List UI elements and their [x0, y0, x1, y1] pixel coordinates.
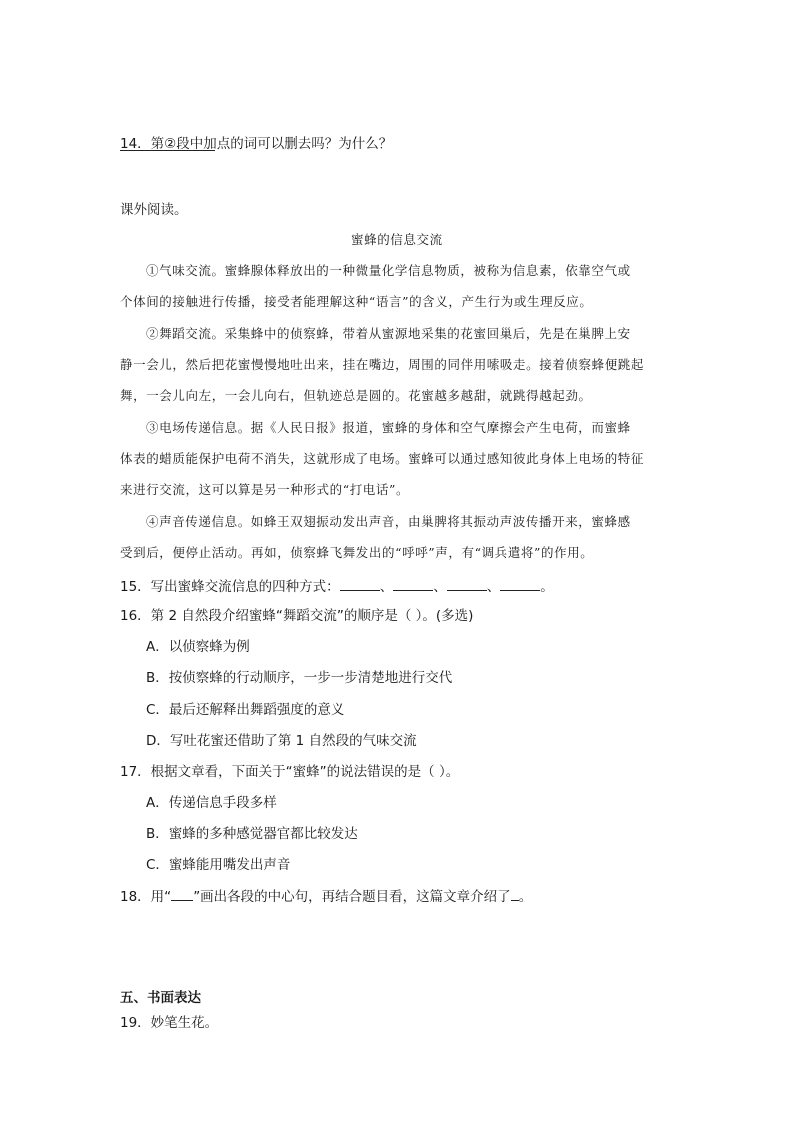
answer-line-14 [120, 150, 215, 151]
underline-marker [171, 888, 193, 901]
question-15 [120, 575, 554, 595]
question-17-option-c[interactable]: C．蜜蜂能用嘴发出声音 [146, 857, 291, 873]
question-15-text: 15．写出蜜蜂交流信息的四种方式： [120, 579, 340, 595]
question-17: 17．根据文章看，下面关于“蜜蜂”的说法错误的是（ ）。 [120, 764, 460, 780]
section-label-reading: 课外阅读。 [120, 202, 188, 218]
answer-blank-15-2[interactable] [393, 578, 433, 591]
separator: 、 [433, 579, 447, 595]
question-15-end: 。 [540, 579, 554, 595]
question-18 [120, 885, 532, 905]
answer-blank-15-3[interactable] [447, 578, 487, 591]
question-16-option-a[interactable]: A．以侦察蜂为例 [146, 639, 250, 655]
question-18-text-2: ”画出各段的中心句，再结合题目看，这篇文章介绍了 [193, 889, 511, 905]
article-title: 蜜蜂的信息交流 [351, 232, 443, 247]
section-heading-writing: 五、书面表达 [120, 990, 201, 1006]
question-17-option-a[interactable]: A．传递信息手段多样 [146, 795, 277, 811]
question-19: 19．妙笔生花。 [120, 1015, 219, 1031]
question-16-option-c[interactable]: C．最后还解释出舞蹈强度的意义 [146, 702, 345, 718]
article-paragraph-2-line-2: 静一会儿，然后把花蜜慢慢地吐出来，挂在嘴边，周围的同伴用嗦吸走。接着侦察蜂便跳起 [120, 357, 645, 372]
article-paragraph-3-line-3: 来进行交流，这可以算是另一种形式的“打电话”。 [120, 482, 410, 497]
question-17-option-b[interactable]: B．蜜蜂的多种感觉器官都比较发达 [146, 826, 358, 842]
answer-blank-15-1[interactable] [340, 578, 380, 591]
article-paragraph-3-line-1: ③电场传递信息。据《人民日报》报道，蜜蜂的身体和空气摩擦会产生电荷，而蜜蜂 [146, 420, 631, 435]
question-16: 16．第 2 自然段介绍蜜蜂“舞蹈交流”的顺序是（ ）。(多选) [120, 608, 474, 624]
answer-blank-15-4[interactable] [500, 578, 540, 591]
article-paragraph-1-line-2: 个体间的接触进行传播，接受者能理解这种“语言”的含义，产生行为或生理反应。 [120, 294, 593, 309]
separator: 、 [379, 579, 394, 595]
article-paragraph-1-line-1: ①气味交流。蜜蜂腺体释放出的一种微量化学信息物质，被称为信息素，依靠空气或 [146, 263, 631, 278]
question-16-option-d[interactable]: D．写吐花蜜还借助了第 1 自然段的气味交流 [146, 733, 417, 749]
article-paragraph-4-line-2: 受到后，便停止活动。再如，侦察蜂飞舞发出的“呼呼”声，有“调兵遣将”的作用。 [120, 545, 594, 560]
question-16-option-b[interactable]: B．按侦察蜂的行动顺序，一步一步清楚地进行交代 [146, 670, 453, 686]
article-paragraph-4-line-1: ④声音传递信息。如蜂王双翅振动发出声音，由巢脾将其振动声波传播开来，蜜蜂感 [146, 514, 631, 529]
article-paragraph-3-line-2: 体表的蜡质能保护电荷不消失，这就形成了电场。蜜蜂可以通过感知彼此身体上电场的特征 [120, 451, 645, 466]
question-18-end: 。 [518, 889, 533, 905]
article-paragraph-2-line-1: ②舞蹈交流。采集蜂中的侦察蜂，带着从蜜源地采集的花蜜回巢后，先是在巢脾上安 [146, 326, 631, 341]
answer-blank-18[interactable] [511, 888, 519, 901]
question-14: 14．第②段中加点的词可以删去吗？为什么？ [120, 136, 393, 152]
article-paragraph-2-line-3: 舞，一会儿向左，一会儿向右，但轨迹总是圆的。花蜜越多越甜，就跳得越起劲。 [120, 388, 592, 403]
question-18-text-1: 18．用“ [120, 889, 172, 905]
separator: 、 [486, 579, 501, 595]
